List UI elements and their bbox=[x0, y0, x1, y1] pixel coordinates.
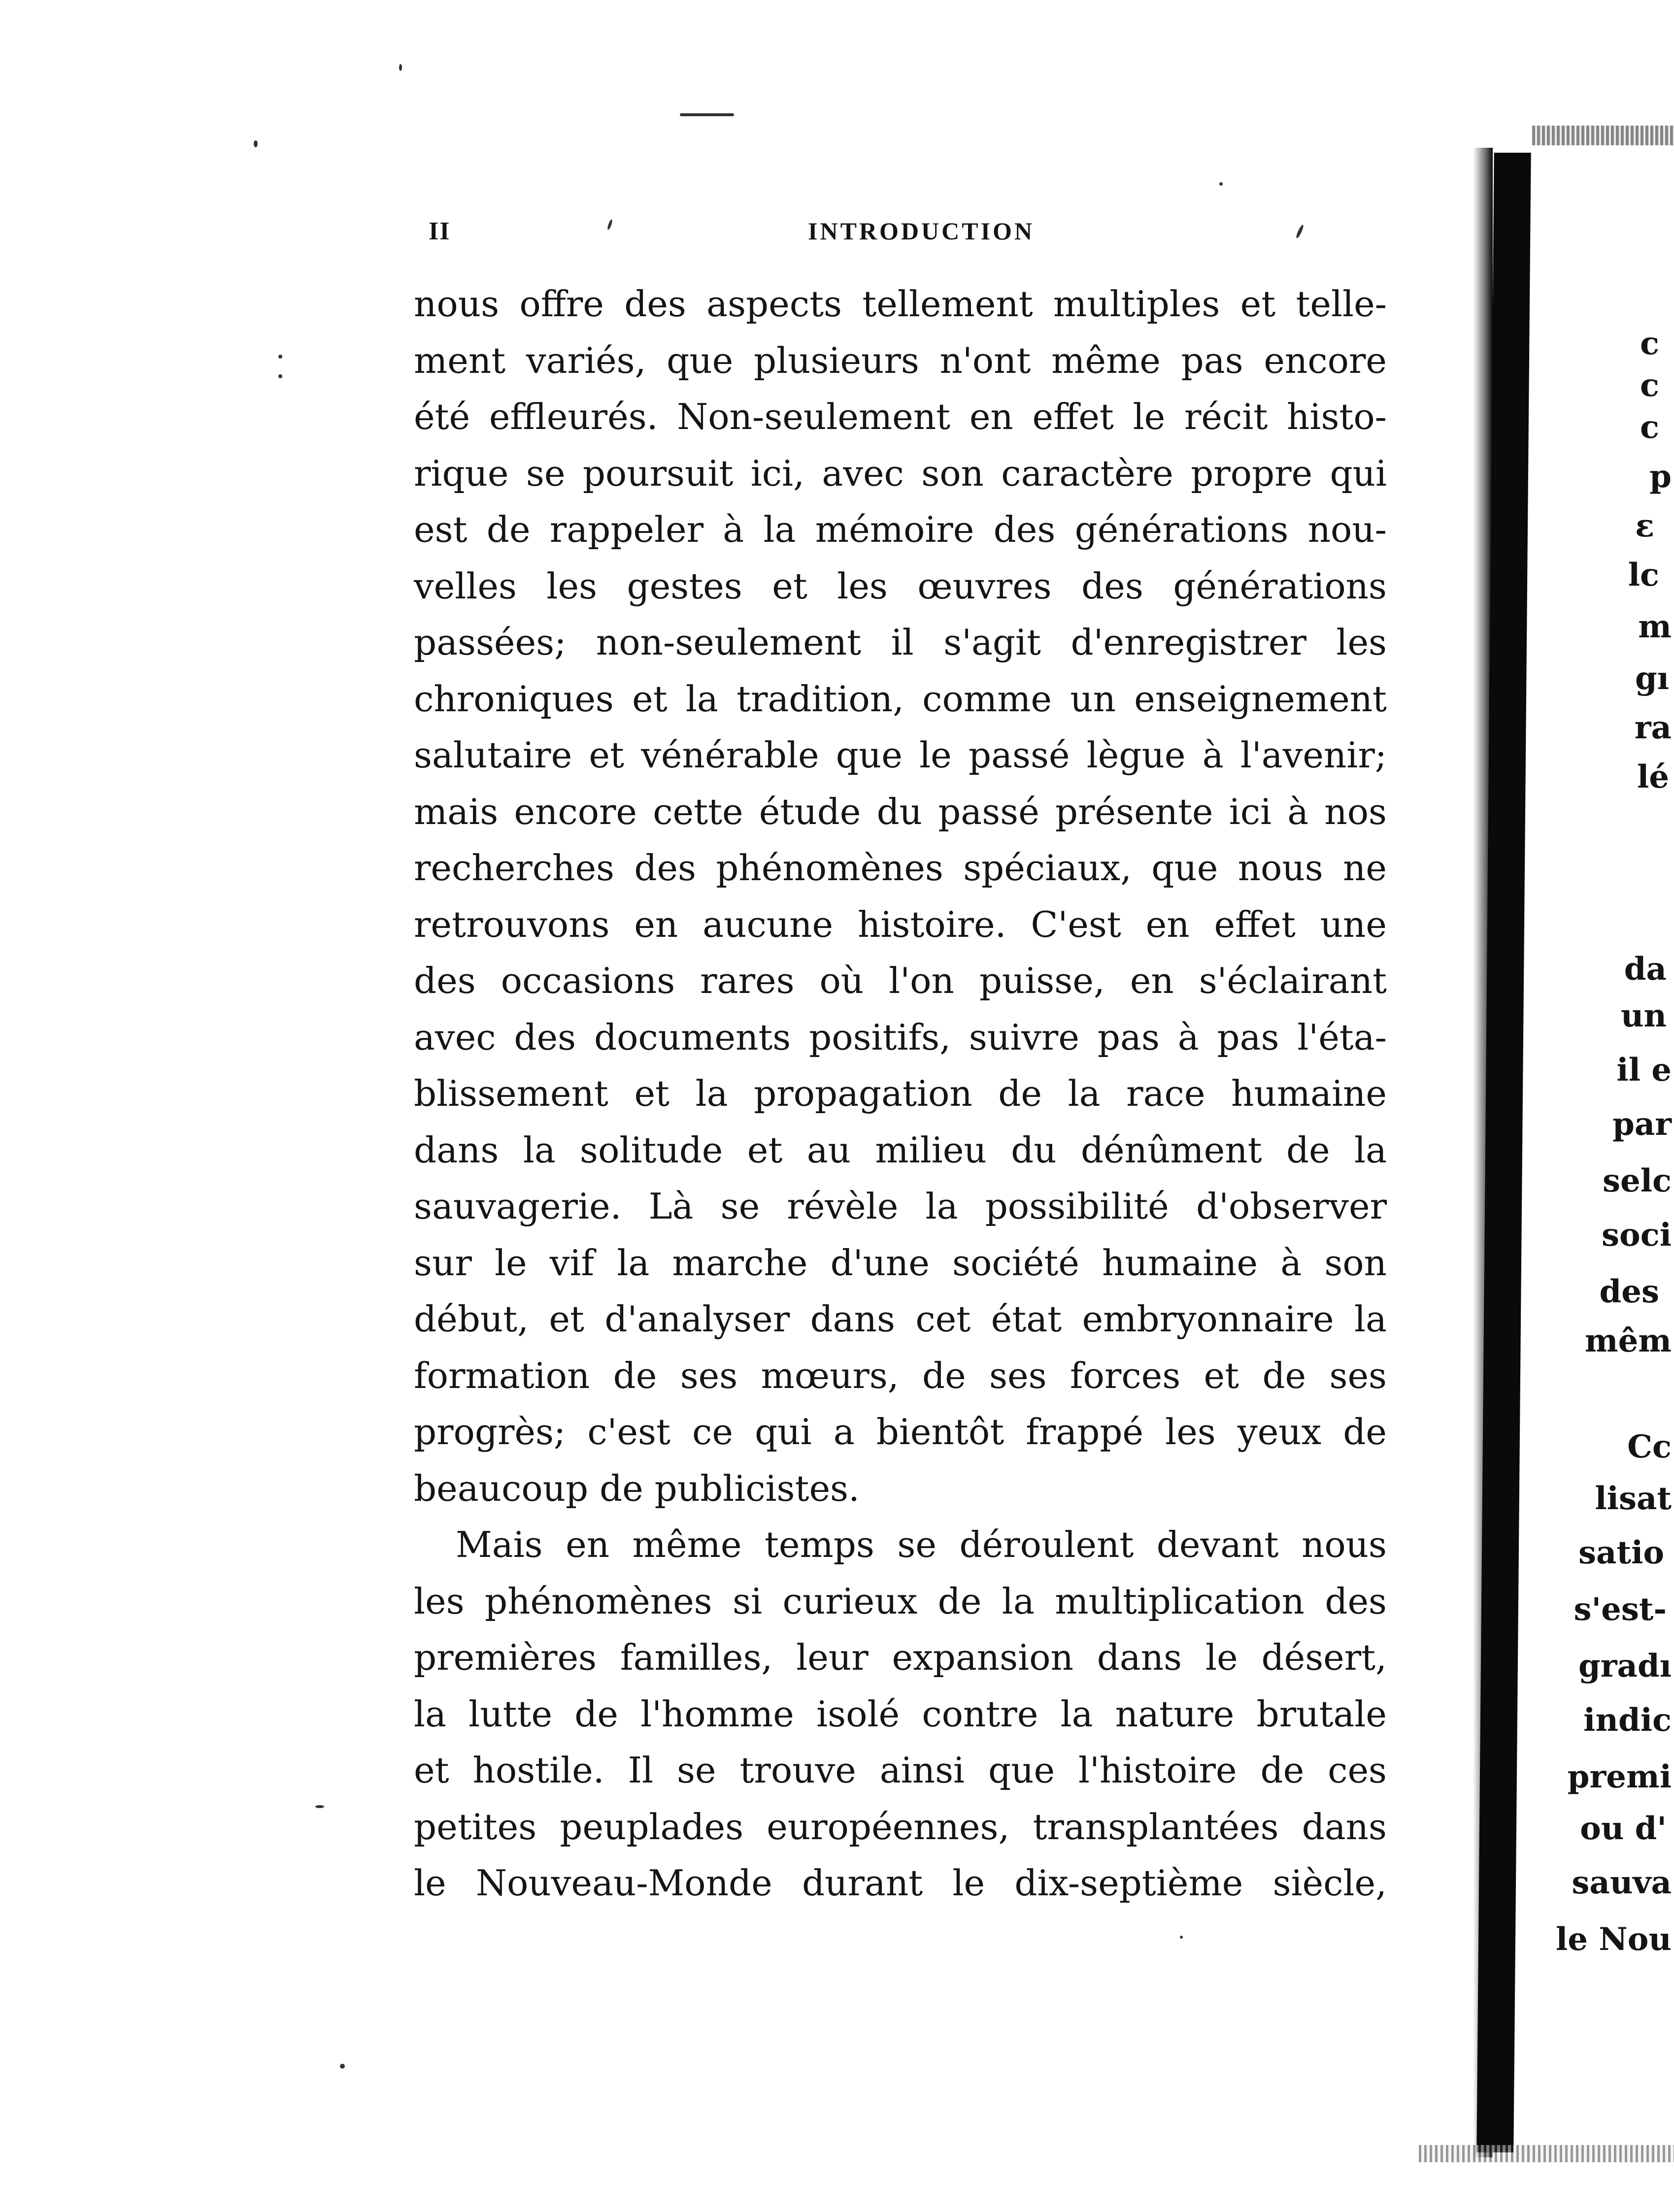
text-line: passées; non-seulement il s'agit d'enregistrer les bbox=[414, 622, 1387, 663]
text-line: Mais en même temps se déroulent devant nous bbox=[456, 1524, 1387, 1565]
facing-page-fragment: il e bbox=[1616, 1052, 1672, 1089]
facing-page-fragment: Cc bbox=[1627, 1428, 1672, 1465]
facing-page-fragment: s'est- bbox=[1574, 1591, 1667, 1628]
text-line: velles les gestes et les œuvres des générations bbox=[414, 565, 1387, 607]
facing-page-fragment: selc bbox=[1602, 1162, 1672, 1199]
facing-page-fragment: premi bbox=[1567, 1758, 1672, 1795]
text-line: avec des documents positifs, suivre pas à pas l'éta- bbox=[414, 1016, 1387, 1058]
facing-page-fragment: gı bbox=[1635, 660, 1669, 697]
scan-speck bbox=[254, 140, 258, 147]
text-line: petites peuplades européennes, transplantées dans bbox=[414, 1806, 1387, 1848]
text-line: recherches des phénomènes spéciaux, que nous ne bbox=[414, 847, 1387, 889]
running-head: INTRODUCTION bbox=[808, 217, 1035, 245]
facing-page-fragment: ou d' bbox=[1580, 1810, 1667, 1847]
text-line: est de rappeler à la mémoire des générations nou- bbox=[414, 509, 1387, 550]
facing-page-fragment: gradı bbox=[1578, 1648, 1672, 1684]
facing-page-fragment: c bbox=[1640, 325, 1659, 362]
text-line: la lutte de l'homme isolé contre la nature brutale bbox=[414, 1693, 1387, 1735]
page-header bbox=[429, 217, 1424, 261]
facing-page-fragment: ε bbox=[1635, 507, 1654, 544]
facing-page-fragment: lisat bbox=[1595, 1480, 1672, 1517]
facing-page-fragment: sauva bbox=[1572, 1864, 1672, 1901]
facing-page-fragment: p bbox=[1649, 458, 1672, 495]
text-line: beaucoup de publicistes. bbox=[414, 1467, 860, 1509]
scan-speck bbox=[1180, 1936, 1183, 1939]
scan-speck bbox=[1219, 182, 1223, 186]
facing-page-fragment: des bbox=[1599, 1273, 1659, 1310]
text-line: chroniques et la tradition, comme un enseignement bbox=[414, 678, 1387, 720]
body-text bbox=[414, 276, 1387, 1912]
text-line: début, et d'analyser dans cet état embryonnaire la bbox=[414, 1298, 1387, 1340]
text-line: blissement et la propagation de la race humaine bbox=[414, 1073, 1387, 1114]
facing-page-fragment: le Nou bbox=[1555, 1921, 1672, 1958]
scan-speck bbox=[340, 2064, 345, 2069]
scan-noise-top bbox=[1532, 126, 1674, 145]
facing-page-fragment: c bbox=[1640, 409, 1659, 446]
facing-page-fragment: un bbox=[1620, 997, 1667, 1034]
text-line: retrouvons en aucune histoire. C'est en effet une bbox=[414, 903, 1387, 945]
facing-page-fragment: lé bbox=[1637, 759, 1669, 795]
facing-page-fragment: mêm bbox=[1584, 1322, 1672, 1359]
facing-page-fragment: satio bbox=[1578, 1534, 1664, 1571]
facing-page-fragment: lc bbox=[1628, 557, 1659, 594]
text-line: rique se poursuit ici, avec son caractère propre qui bbox=[414, 452, 1387, 494]
text-line: formation de ses mœurs, de ses forces et de ses bbox=[414, 1354, 1387, 1396]
text-line: premières familles, leur expansion dans le désert, bbox=[414, 1637, 1387, 1678]
scan-speck bbox=[399, 64, 402, 71]
text-line: mais encore cette étude du passé présente ici à nos bbox=[414, 791, 1387, 832]
scan-speck bbox=[278, 374, 282, 378]
facing-page-fragment: soci bbox=[1602, 1217, 1672, 1254]
text-line: sauvagerie. Là se révèle la possibilité d'observer bbox=[414, 1186, 1387, 1227]
text-line: le Nouveau-Monde durant le dix-septième siècle, bbox=[414, 1862, 1387, 1904]
scan-speck bbox=[680, 113, 734, 116]
page-number: II bbox=[429, 217, 451, 245]
text-line: progrès; c'est ce qui a bientôt frappé les yeux de bbox=[414, 1411, 1387, 1453]
scan-speck bbox=[278, 355, 282, 359]
facing-page-fragment: da bbox=[1624, 951, 1667, 988]
facing-page-fragment: ra bbox=[1634, 709, 1672, 746]
text-line: nous offre des aspects tellement multiples et telle- bbox=[414, 283, 1387, 325]
text-line: salutaire et vénérable que le passé lègue à l'avenir; bbox=[414, 734, 1387, 776]
text-line: les phénomènes si curieux de la multiplication des bbox=[414, 1580, 1387, 1622]
facing-page-fragment: par bbox=[1612, 1106, 1672, 1143]
text-line: ment variés, que plusieurs n'ont même pas encore bbox=[414, 339, 1387, 381]
facing-page-fragment: indic bbox=[1583, 1702, 1672, 1739]
text-line: dans la solitude et au milieu du dénûment de la bbox=[414, 1129, 1387, 1171]
facing-page-fragment: m bbox=[1638, 608, 1672, 645]
scan-speck bbox=[315, 1805, 324, 1808]
text-line: été effleurés. Non-seulement en effet le récit histo- bbox=[414, 396, 1387, 437]
text-line: et hostile. Il se trouve ainsi que l'histoire de ces bbox=[414, 1750, 1387, 1791]
scan-noise-bottom bbox=[1419, 2145, 1674, 2162]
text-line: sur le vif la marche d'une société humaine à son bbox=[414, 1242, 1387, 1284]
facing-page-fragment: c bbox=[1640, 367, 1659, 404]
text-line: des occasions rares où l'on puisse, en s'éclairant bbox=[414, 960, 1387, 1001]
